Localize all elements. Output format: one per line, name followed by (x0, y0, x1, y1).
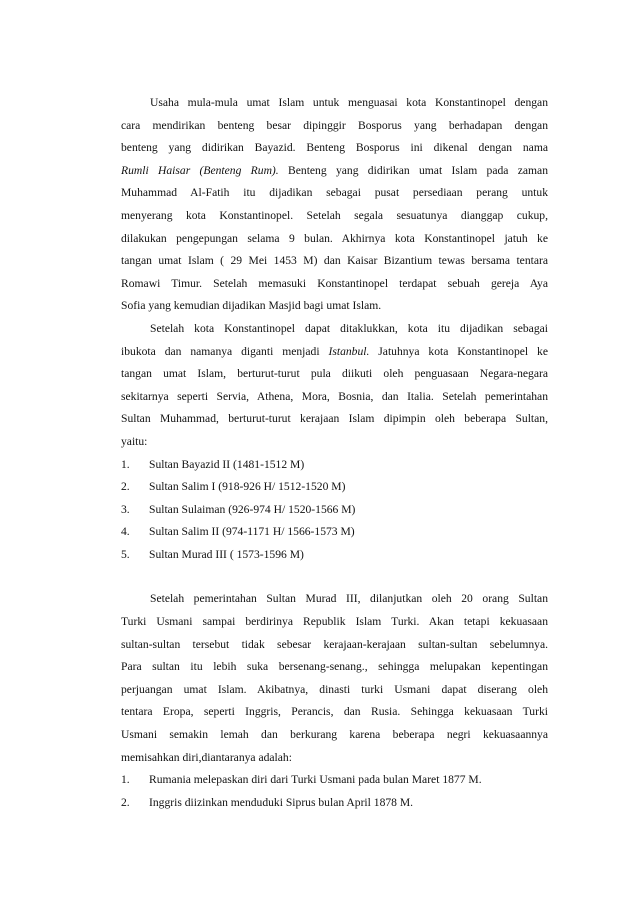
italic-term-rumli-haisar: Rumli Haisar (Benteng Rum). (121, 163, 279, 177)
list-text: Sultan Salim II (974-1171 H/ 1566-1573 M) (149, 525, 355, 539)
text-line: Turki Usmani sampai berdirinya Republik Islam Turki. Akan tetapi kekuasaan (121, 615, 548, 629)
text-line: benteng yang didirikan Bayazid. Benteng Bosporus ini dikenal dengan nama (121, 141, 548, 155)
list-text: Inggris diizinkan menduduki Siprus bulan April 1878 M. (149, 795, 414, 809)
text-line (121, 341, 548, 364)
text-line: Setelah kota Konstantinopel dapat ditaklukkan, kota itu dijadikan sebagai (150, 321, 548, 335)
list-number: 1. (121, 773, 130, 787)
list-number: 5. (121, 547, 130, 561)
text-line: sultan-sultan tersebut tidak sebesar kerajaan-kerajaan sultan-sultan sebelumnya. (121, 637, 548, 651)
text-line: Para sultan itu lebih suka bersenang-senang., sehingga melupakan kepentingan (121, 660, 548, 674)
list-number: 2. (121, 795, 130, 809)
text-fragment: Benteng yang didirikan umat Islam pada zaman (278, 163, 548, 177)
list-item (121, 476, 548, 499)
text-line: yaitu: (121, 434, 148, 448)
list-number: 2. (121, 480, 130, 494)
text-fragment: Jatuhnya kota Konstantinopel ke (369, 344, 548, 358)
text-fragment: ibukota dan namanya diganti menjadi (121, 344, 329, 358)
list-text: Sultan Sulaiman (926-974 H/ 1520-1566 M) (149, 502, 356, 516)
list-text: Sultan Murad III ( 1573-1596 M) (149, 547, 304, 561)
paragraph-1 (121, 92, 548, 318)
document-page (121, 92, 548, 814)
text-line: Setelah pemerintahan Sultan Murad III, dilanjutkan oleh 20 orang Sultan (150, 592, 548, 606)
text-line: dilakukan pengepungan selama 9 bulan. Akhirnya kota Konstantinopel jatuh ke (121, 231, 548, 245)
paragraph-3 (121, 588, 548, 769)
text-line: Muhammad Al-Fatih itu dijadikan sebagai pusat persediaan perang untuk (121, 186, 548, 200)
list-item (121, 769, 548, 792)
text-line: Usaha mula-mula umat Islam untuk menguasai kota Konstantinopel dengan (150, 96, 548, 109)
list-number: 4. (121, 525, 130, 539)
text-line: tentara Eropa, seperti Inggris, Perancis, dan Rusia. Sehingga kekuasaan Turki (121, 705, 548, 719)
italic-term-istanbul: Istanbul. (328, 344, 370, 358)
list-text: Rumania melepaskan diri dari Turki Usmani pada bulan Maret 1877 M. (149, 773, 482, 787)
list-number: 1. (121, 457, 130, 471)
list-item (121, 521, 548, 544)
list-text: Sultan Bayazid II (1481-1512 M) (149, 457, 305, 471)
spacer (121, 566, 548, 588)
paragraph-2 (121, 318, 548, 454)
text-line: Sultan Muhammad, berturut-turut kerajaan Islam dipimpin oleh beberapa Sultan, (121, 412, 548, 426)
separation-list (121, 769, 548, 814)
text-line: Romawi Timur. Setelah memasuki Konstantinopel terdapat sebuah gereja Aya (121, 276, 548, 290)
text-line: tangan umat Islam ( 29 Mei 1453 M) dan Kaisar Bizantium tewas bersama tentara (121, 254, 548, 268)
text-line (121, 160, 548, 183)
sultan-list (121, 454, 548, 567)
text-line: perjuangan umat Islam. Akibatnya, dinasti turki Usmani dapat diserang oleh (121, 682, 548, 696)
text-line: sekitarnya seperti Servia, Athena, Mora, Bosnia, dan Italia. Setelah pemerintahan (121, 389, 548, 403)
text-line: menyerang kota Konstantinopel. Setelah segala sesuatunya dianggap cukup, (121, 208, 548, 222)
text-line: Usmani semakin lemah dan berkurang karena beberapa negri kekuasaannya (121, 728, 548, 742)
list-number: 3. (121, 502, 130, 516)
list-item (121, 499, 548, 522)
text-line: cara mendirikan benteng besar dipinggir Bosporus yang berhadapan dengan (121, 118, 548, 132)
list-text: Sultan Salim I (918-926 H/ 1512-1520 M) (149, 480, 346, 494)
list-item (121, 454, 548, 477)
text-line: tangan umat Islam, berturut-turut pula diikuti oleh penguasaan Negara-negara (121, 367, 548, 381)
text-line: memisahkan diri,diantaranya adalah: (121, 750, 292, 764)
list-item (121, 792, 548, 815)
list-item (121, 544, 548, 567)
text-line: Sofia yang kemudian dijadikan Masjid bagi umat Islam. (121, 299, 382, 313)
